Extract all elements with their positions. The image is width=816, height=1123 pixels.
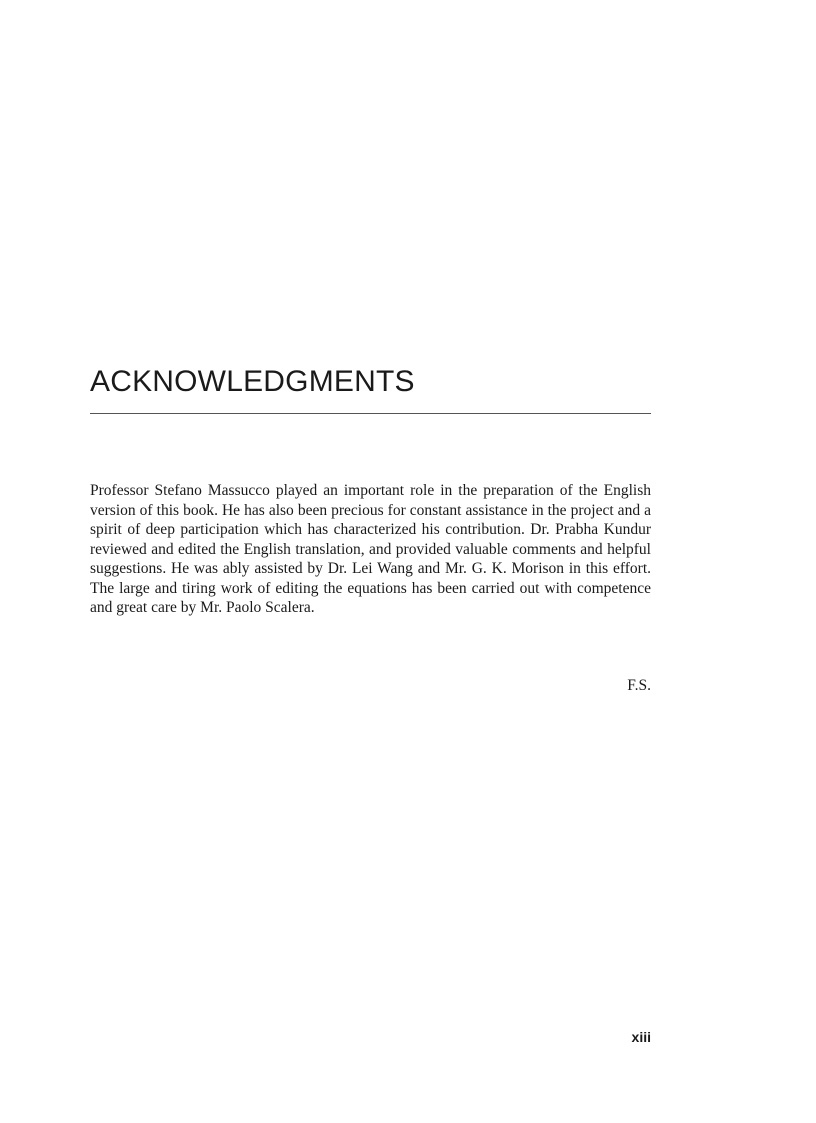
chapter-heading: ACKNOWLEDGMENTS [90, 365, 415, 398]
author-initials: F.S. [627, 677, 651, 694]
acknowledgments-paragraph: Professor Stefano Massucco played an important role in the preparation of the English version of this book. He has also been precious for constant assistance in the project and a spirit of deep participation which has characterized his contribution. Dr. Prabha Kundur reviewed and edited the English translation, and provided valuable comments and helpful suggestions. He was ably assisted by Dr. Lei Wang and Mr. G. K. Morison in this effort. The large and tiring work of editing the equations has been carried out with competence and great care by Mr. Paolo Scalera. [90, 482, 651, 616]
heading-rule [90, 413, 651, 414]
page-number: xiii [631, 1029, 651, 1045]
